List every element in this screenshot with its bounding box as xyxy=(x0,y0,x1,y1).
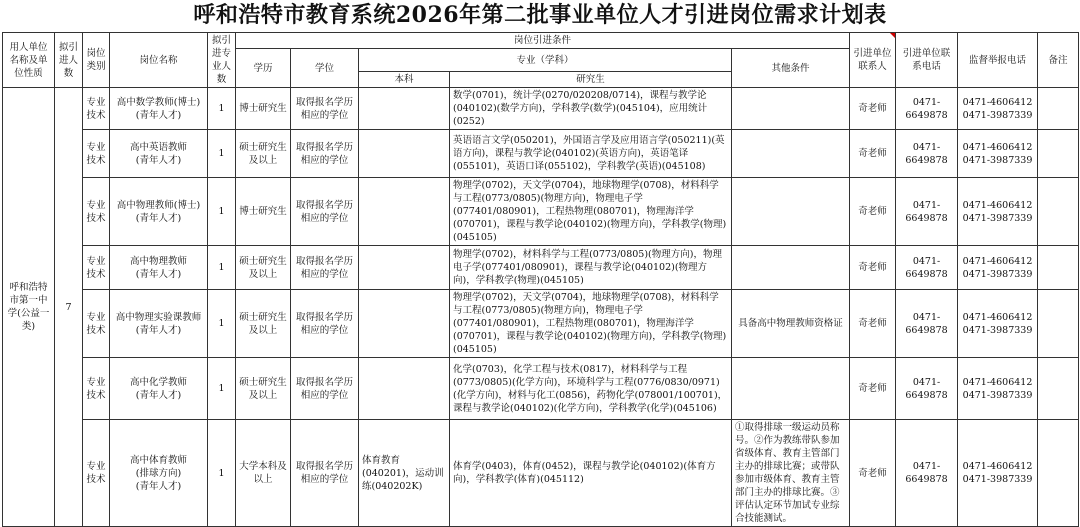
header-contact xyxy=(850,33,896,88)
row-other xyxy=(732,88,850,130)
row-undergrad: 体育教育(040201)，运动训练(040202K) xyxy=(359,420,450,527)
row-supervise xyxy=(958,358,1038,420)
row-other: ①取得排球一级运动员称号。②作为教练带队参加省级体育、教育主管部门主办的排球比赛；或带队参加市级体育、教育主管部门主办的排球比赛。③评估认定环节加试专业综合技能测试。 xyxy=(732,420,850,527)
row-category: 专业技术 xyxy=(83,130,110,178)
row-count: 1 xyxy=(208,130,236,178)
position-line: (排球方向) xyxy=(135,467,182,479)
row-phone: 0471-6649878 xyxy=(896,246,958,290)
position-line: 高中数学教师(博士) xyxy=(116,96,201,108)
position-line: (青年人才) xyxy=(135,154,182,166)
unit-name: 呼和浩特市第一中学(公益一类) xyxy=(3,88,55,527)
position-line: (青年人才) xyxy=(135,389,182,401)
row-other xyxy=(732,130,850,178)
row-degree: 取得报名学历相应的学位 xyxy=(291,290,359,358)
supervise-phone: 0471-3987339 xyxy=(962,268,1033,280)
supervise-phone: 0471-4606412 xyxy=(962,311,1033,323)
row-count: 1 xyxy=(208,178,236,246)
header-graduate: 研究生 xyxy=(450,72,732,88)
supervise-phone: 0471-4606412 xyxy=(962,199,1033,211)
row-category: 专业技术 xyxy=(83,178,110,246)
row-position xyxy=(110,246,208,290)
row-contact: 奇老师 xyxy=(850,88,896,130)
row-other xyxy=(732,178,850,246)
header-contact-label: 引进单位联系人 xyxy=(853,48,892,72)
row-degree: 取得报名学历相应的学位 xyxy=(291,420,359,527)
row-phone: 0471-6649878 xyxy=(896,178,958,246)
header-category: 岗位类别 xyxy=(83,33,110,88)
supervise-phone: 0471-3987339 xyxy=(962,474,1033,485)
row-other xyxy=(732,246,850,290)
position-line: 高中体育教师 xyxy=(129,454,187,466)
row-phone: 0471-6649878 xyxy=(896,420,958,527)
row-education: 硕士研究生及以上 xyxy=(236,290,291,358)
position-line: 高中物理教师 xyxy=(129,255,187,267)
supervise-phone: 0471-4606412 xyxy=(962,96,1033,108)
supervise-phone: 0471-3987339 xyxy=(962,389,1033,401)
row-graduate: 英语语言文学(050201)，外国语言学及应用语言学(050211)(英语方向)，课程与教学论(040102)(英语方向)，英语笔译(055101)，英语口译(055102)，学科教学(英语)(045108) xyxy=(450,130,732,178)
row-supervise xyxy=(958,88,1038,130)
row-position xyxy=(110,290,208,358)
row-supervise xyxy=(958,130,1038,178)
header-supervise: 监督举报电话 xyxy=(958,33,1038,88)
position-line: 高中英语教师 xyxy=(129,141,187,153)
position-line: (青年人才) xyxy=(135,324,182,336)
row-count: 1 xyxy=(208,246,236,290)
position-line: (青年人才) xyxy=(135,109,182,121)
header-degree: 学位 xyxy=(291,49,359,88)
row-supervise xyxy=(958,178,1038,246)
header-major: 专业（学科） xyxy=(359,49,732,72)
header-other: 其他条件 xyxy=(732,49,850,88)
row-remark xyxy=(1038,178,1079,246)
row-other xyxy=(732,358,850,420)
row-contact: 奇老师 xyxy=(850,358,896,420)
row-supervise xyxy=(958,290,1038,358)
supervise-phone: 0471-3987339 xyxy=(962,212,1033,224)
header-education: 学历 xyxy=(236,49,291,88)
row-supervise xyxy=(958,246,1038,290)
row-graduate: 物理学(0702)，天文学(0704)，地球物理学(0708)，材料科学与工程(0773/0805)(物理方向)，物理电子学(077401/080901)，工程热物理(080701)，物理海洋学(070701)，课程与教学论(040102)(物理方向)，学科教学(物理)(045105) xyxy=(450,178,732,246)
row-category: 专业技术 xyxy=(83,420,110,527)
row-undergrad xyxy=(359,358,450,420)
row-education: 博士研究生 xyxy=(236,178,291,246)
row-position xyxy=(110,178,208,246)
row-category: 专业技术 xyxy=(83,358,110,420)
row-degree: 取得报名学历相应的学位 xyxy=(291,358,359,420)
position-line: (青年人才) xyxy=(135,212,182,224)
row-count: 1 xyxy=(208,88,236,130)
row-undergrad xyxy=(359,88,450,130)
row-count: 1 xyxy=(208,420,236,527)
row-contact: 奇老师 xyxy=(850,130,896,178)
row-phone: 0471-6649878 xyxy=(896,88,958,130)
row-category: 专业技术 xyxy=(83,88,110,130)
row-education: 博士研究生 xyxy=(236,88,291,130)
header-conditions: 岗位引进条件 xyxy=(236,33,850,49)
supervise-phone: 0471-4606412 xyxy=(962,461,1033,472)
row-contact: 奇老师 xyxy=(850,178,896,246)
supervise-phone: 0471-3987339 xyxy=(962,154,1033,166)
row-count: 1 xyxy=(208,358,236,420)
header-unit: 用人单位名称及单位性质 xyxy=(3,33,55,88)
row-graduate: 物理学(0702)，天文学(0704)，地球物理学(0708)，材料科学与工程(0773/0805)(物理方向)，物理电子学(077401/080901)，工程热物理(080701)，物理海洋学(070701)，课程与教学论(040102)(物理方向)，学科教学(物理)(045105) xyxy=(450,290,732,358)
header-count: 拟引进专业人数 xyxy=(208,33,236,88)
supervise-phone: 0471-3987339 xyxy=(962,324,1033,336)
row-phone: 0471-6649878 xyxy=(896,130,958,178)
row-other: 具备高中物理教师资格证 xyxy=(732,290,850,358)
row-category: 专业技术 xyxy=(83,246,110,290)
row-undergrad xyxy=(359,130,450,178)
row-undergrad xyxy=(359,246,450,290)
position-line: (青年人才) xyxy=(135,268,182,280)
header-quota: 拟引进人数 xyxy=(55,33,83,88)
header-undergrad: 本科 xyxy=(359,72,450,88)
row-undergrad xyxy=(359,178,450,246)
page-title: 呼和浩特市教育系统2026年第二批事业单位人才引进岗位需求计划表 xyxy=(193,2,887,28)
header-position: 岗位名称 xyxy=(110,33,208,88)
row-remark xyxy=(1038,88,1079,130)
row-category: 专业技术 xyxy=(83,290,110,358)
row-count: 1 xyxy=(208,290,236,358)
row-remark xyxy=(1038,358,1079,420)
row-education: 大学本科及以上 xyxy=(236,420,291,527)
row-position xyxy=(110,420,208,527)
header-phone: 引进单位联系电话 xyxy=(896,33,958,88)
row-contact: 奇老师 xyxy=(850,246,896,290)
row-graduate: 化学(0703)，化学工程与技术(0817)，材料科学与工程(0773/0805)(化学方向)，环境科学与工程(0776/0830/0971)(化学方向)，材料与化工(0856)，药物化学(078001/100701)，课程与教学论(040102)(化学方向)，学科教学(化学)(045106) xyxy=(450,358,732,420)
supervise-phone: 0471-4606412 xyxy=(962,376,1033,388)
row-education: 硕士研究生及以上 xyxy=(236,358,291,420)
row-graduate: 物理学(0702)，材料科学与工程(0773/0805)(物理方向)，物理电子学(077401/080901)，课程与教学论(040102)(物理方向)，学科教学(物理)(045105) xyxy=(450,246,732,290)
position-line: 高中物理实验课教师 xyxy=(115,311,202,323)
row-position xyxy=(110,88,208,130)
row-degree: 取得报名学历相应的学位 xyxy=(291,178,359,246)
row-remark xyxy=(1038,420,1079,527)
row-contact: 奇老师 xyxy=(850,290,896,358)
row-remark xyxy=(1038,246,1079,290)
row-education: 硕士研究生及以上 xyxy=(236,130,291,178)
position-line: 高中化学教师 xyxy=(129,376,187,388)
unit-quota: 7 xyxy=(55,88,83,527)
comment-marker-icon xyxy=(890,33,895,38)
row-position xyxy=(110,130,208,178)
row-graduate: 数学(0701)，统计学(0270/020208/0714)，课程与教学论(040102)(数学方向)，学科教学(数学)(045104)，应用统计(0252) xyxy=(450,88,732,130)
position-line: 高中物理教师(博士) xyxy=(116,199,201,211)
recruitment-table xyxy=(2,32,1079,527)
row-supervise xyxy=(958,420,1038,527)
supervise-phone: 0471-3987339 xyxy=(962,109,1033,121)
row-education: 硕士研究生及以上 xyxy=(236,246,291,290)
row-contact: 奇老师 xyxy=(850,420,896,527)
row-degree: 取得报名学历相应的学位 xyxy=(291,246,359,290)
position-line: (青年人才) xyxy=(135,480,182,492)
row-phone: 0471-6649878 xyxy=(896,358,958,420)
row-remark xyxy=(1038,290,1079,358)
supervise-phone: 0471-4606412 xyxy=(962,141,1033,153)
row-position xyxy=(110,358,208,420)
row-degree: 取得报名学历相应的学位 xyxy=(291,88,359,130)
header-remark: 备注 xyxy=(1038,33,1079,88)
row-phone: 0471-6649878 xyxy=(896,290,958,358)
row-graduate: 体育学(0403)，体育(0452)，课程与教学论(040102)(体育方向)，学科教学(体育)(045112) xyxy=(450,420,732,527)
row-undergrad xyxy=(359,290,450,358)
row-degree: 取得报名学历相应的学位 xyxy=(291,130,359,178)
supervise-phone: 0471-4606412 xyxy=(962,255,1033,267)
row-remark xyxy=(1038,130,1079,178)
